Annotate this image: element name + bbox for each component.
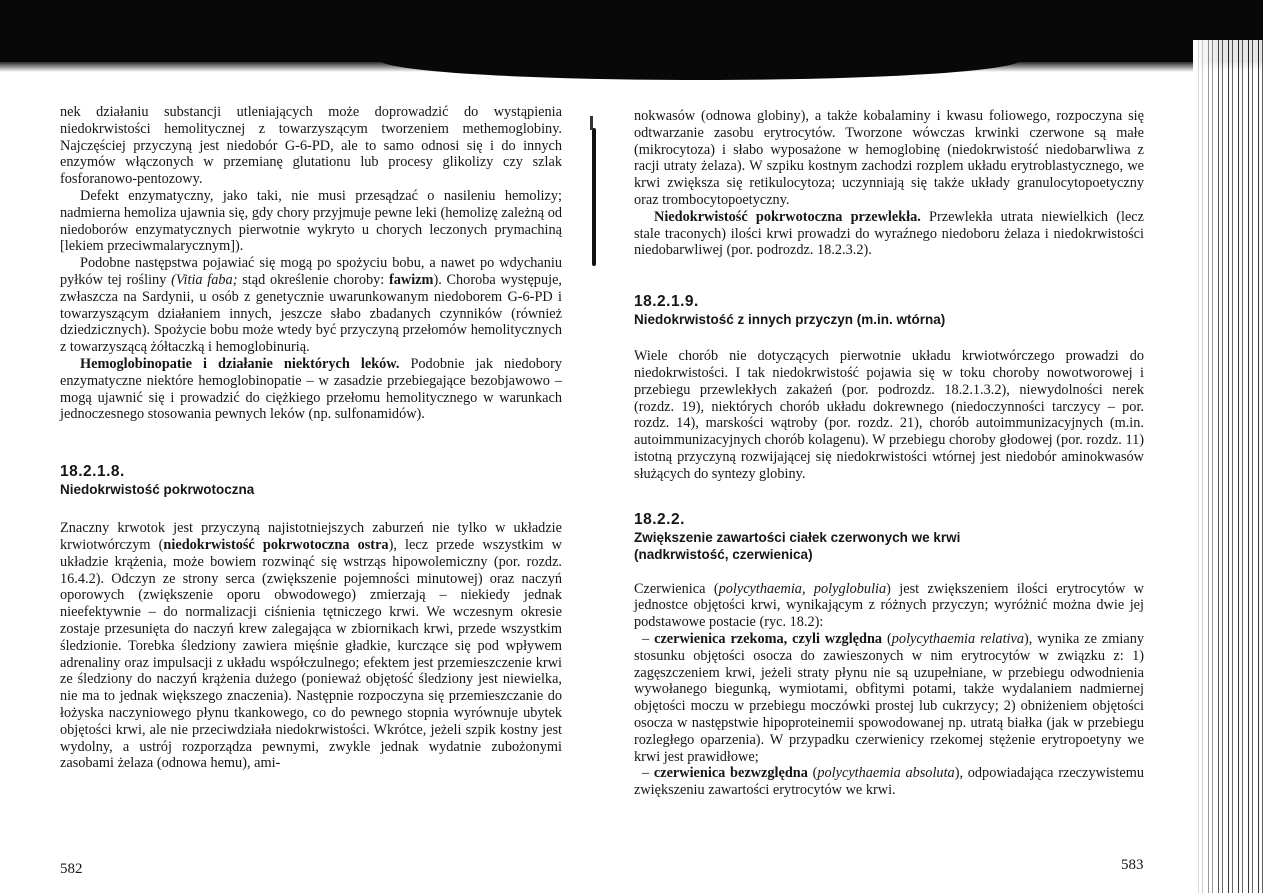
paragraph (60, 255, 562, 356)
spacer (634, 483, 1144, 511)
text-run: stąd określenie choroby: (237, 271, 389, 288)
bold-lead: Hemoglobinopatie i działanie niektórych leków. (80, 355, 400, 372)
text-run: ( (882, 630, 892, 647)
page-number-right: 583 (1121, 857, 1144, 873)
text-run: Znaczny krwotok jest przyczyną najistotniejszych zaburzeń nie tylko w układzie krwiotwórczym ( (60, 520, 562, 553)
book-spine-shadow (380, 40, 1020, 80)
section-heading (634, 293, 1144, 328)
text-run: ) jest zwiększeniem ilości erytrocytów w jednostce objętości krwi, wynikającym z różnych przyczyn; wyróżnić można dwie jej podstawowe postacie (ryc. 18.2): (634, 580, 1144, 631)
bold-lead: Niedokrwistość pokrwotoczna przewlekła. (654, 208, 921, 225)
list-item (634, 631, 1144, 765)
text-run: ( (807, 765, 818, 782)
text-run: Podobne następstwa pojawiać się mogą po spożyciu bobu, a nawet po wdychaniu pyłków tej rośliny (60, 255, 562, 288)
text-run: Czerwienica ( (634, 580, 719, 597)
section-number: 18.2.2. (634, 510, 685, 528)
page-edge-fade (1193, 40, 1223, 893)
paragraph (60, 356, 562, 423)
bold-term: czerwienica bezwzględna (653, 765, 808, 782)
section-number: 18.2.1.9. (634, 293, 699, 311)
section-heading (634, 511, 1144, 563)
text-run: ), wynika ze zmiany stosunku objętości osocza do zawieszonych w nim erytrocytów w związku z: 1) zagęszczeniem krwi, jeżeli straty płynu nie są uzupełniane, w przebiegu odwodnienia wywołanego biegunką, wymiotami, obfitymi potami, także wydalaniem nadmiernej objętości moczu w przebiegu moczówki prostej lub cukrzycy; 2) obniżeniem objętości osocza w następstwie hipoproteinemii spowodowanej np. utratą białka (jak w przebiegu rozległego oparzenia). W przypadku czerwienicy rzekomej stężenie erytropoetyny we krwi jest prawidłowe; (634, 630, 1145, 765)
spacer (634, 328, 1144, 348)
italic-term: polycythaemia absoluta (817, 765, 955, 782)
gutter-binding-mark (592, 128, 596, 266)
section-title: Niedokrwistość z innych przyczyn (m.in. wtórna) (634, 312, 946, 328)
bold-term: niedokrwistość pokrwotoczna ostra (163, 536, 389, 553)
paragraph: nek działaniu substancji utleniających może doprowadzić do wystąpienia niedokrwistości hemolitycznej z towarzyszącym tworzeniem methemoglobiny. Najczęściej przyczyną jest niedobór G-6-PD, ale to samo odnosi się i do innych enzymów włączonych w przemianę glutationu lub procesy glikolizy czy szlak fosforanowo-pentozowy. (60, 104, 562, 188)
paragraph: nokwasów (odnowa globiny), a także kobalaminy i kwasu foliowego, rozpoczyna się odtwarzanie zasobu erytrocytów. Tworzone wówczas krwinki czerwone są małe (mikrocytoza) i słabo wyposażone w hemoglobinę (niedokrwistość niedobarwliwa z racji utraty żelaza). W szpiku kostnym zachodzi rozplem układu erytroblastycznego, we krwi zwiększa się retikulocytoza; uczynniają się także układy granulocytopoetyczny oraz trombocytopoetyczny. (634, 108, 1144, 208)
bold-term: fawizm (388, 271, 434, 288)
spacer (634, 259, 1144, 293)
dash: – (642, 630, 655, 647)
page-number-left: 582 (60, 861, 83, 877)
section-number: 18.2.1.8. (60, 463, 125, 481)
section-title-line: Zwiększenie zawartości ciałek czerwonych we krwi (634, 529, 961, 545)
spacer (60, 498, 562, 520)
paragraph (60, 520, 562, 772)
text-run: Podobnie jak niedobory enzymatyczne niektóre hemoglobinopatie – w zasadzie przebiegające bezobjawowo – mogą ujawnić się i prowadzić do ciężkiego przełomu hemolitycznego w warunkach jednoczesnego stosowania pewnych leków (np. sulfonamidów). (60, 355, 562, 423)
paragraph: Defekt enzymatyczny, jako taki, nie musi przesądzać o nasileniu hemolizy; nadmierna hemoliza ujawnia się, gdy chory przyjmuje pewne leki (hemolizę zależną od niedoborów enzymatycznych pierwotnie wykryto u chorych leczonych prymachiną [lekiem przeciwmalarycznym]). (60, 187, 562, 255)
italic-term: polycythaemia, polyglobulia (718, 580, 887, 597)
text-run: ), odpowiadająca rzeczywistemu zwiększeniu zawartości erytrocytów we krwi. (634, 765, 1144, 799)
italic-term: polycythaemia relativa (891, 630, 1025, 647)
section-title-line: (nadkrwistość, czerwienica) (634, 546, 813, 562)
text-run: ), lecz przede wszystkim w układzie krążenia, może bowiem rozwinąć się wstrząs hipowolemiczny (por. rozdz. 16.4.2). Odczyn ze strony serca (zwiększenie pojemności minutowej) oraz naczyń oporowych (zwiększenie oporu obwodowego) zmierzają – niekiedy jednak nieefektywnie – do normalizacji ciśnienia tętniczego krwi. We wczesnym okresie zostaje przesunięta do naczyń krew zalegająca w zbiornikach krwi, przede wszystkim śledzionie. Torebka śledziony zawiera mięśnie gładkie, kurczące się pod wpływem adrenaliny oraz impulsacji z układu współczulnego; efektem jest przemieszczenie krwi ze śledziony do naczyń krążenia dużego (ponieważ objętość śledziony jest niewielka, nie ma to jednak większego znaczenia). Następnie rozpoczyna się przemieszczanie do łożyska naczyniowego płynu tkankowego, co do pewnego stopnia wyrównuje ubytek objętości krwi, ale nie przeciwdziała niedokrwistości. Wkrótce, jeżeli szpik kostny jest wydolny, a ustrój rozporządza pewnymi, zwykle jednak wydatnie zubożonymi zasobami żelaza (odnowa hemu), ami- (60, 536, 562, 772)
spacer (634, 563, 1144, 581)
spacer (60, 423, 562, 463)
list-item (634, 765, 1144, 799)
bold-term: czerwienica rzekoma, czyli względna (654, 630, 883, 647)
section-title: Niedokrwistość pokrwotoczna (60, 482, 255, 498)
paragraph: Wiele chorób nie dotyczących pierwotnie układu krwiotwórczego prowadzi do niedokrwistości. I tak niedokrwistość pojawia się w toku choroby nowotworowej i przebiegu przewlekłych zakażeń (por. podrozdz. 18.2.1.3.2), niewydolności nerek (rozdz. 19), niektórych chorób układu dokrewnego (niedoczynności tarczycy – por. rozdz. 14), marskości wątroby (por. rozdz. 21), chorób autoimmunizacyjnych (m.in. autoimmunizacyjnych chorób kolagenu). W przebiegu choroby głodowej (por. rozdz. 11) istotną przyczyną rozwijającej się niedokrwistości wtórnej jest niedobór aminokwasów służących do syntezy globiny. (634, 348, 1144, 482)
paragraph (634, 209, 1144, 259)
dash: – (642, 765, 654, 782)
paragraph (634, 581, 1144, 631)
italic-term: (Vitia faba; (171, 271, 238, 288)
text-run: ). Choroba występuje, zwłaszcza na Sardynii, u osób z genetycznie uwarunkowanym niedoborem G-6-PD i towarzyszącym działaniem innych, jeszcze słabo zbadanych czynników (również dziedzicznych). Spożycie bobu może wtedy być przyczyną przełomów hemolitycznych z towarzyszącą żółtaczką i hemoglobinurią. (60, 271, 562, 356)
section-heading (60, 463, 562, 498)
left-page (60, 104, 562, 772)
right-page (634, 108, 1144, 799)
text-run: Przewlekła utrata niewielkich (lecz stale traconych) ilości krwi prowadzi do wyraźnego niedoboru żelaza i niedokrwistości niedobarwliwej (por. podrozdz. 18.2.3.2). (634, 208, 1144, 259)
